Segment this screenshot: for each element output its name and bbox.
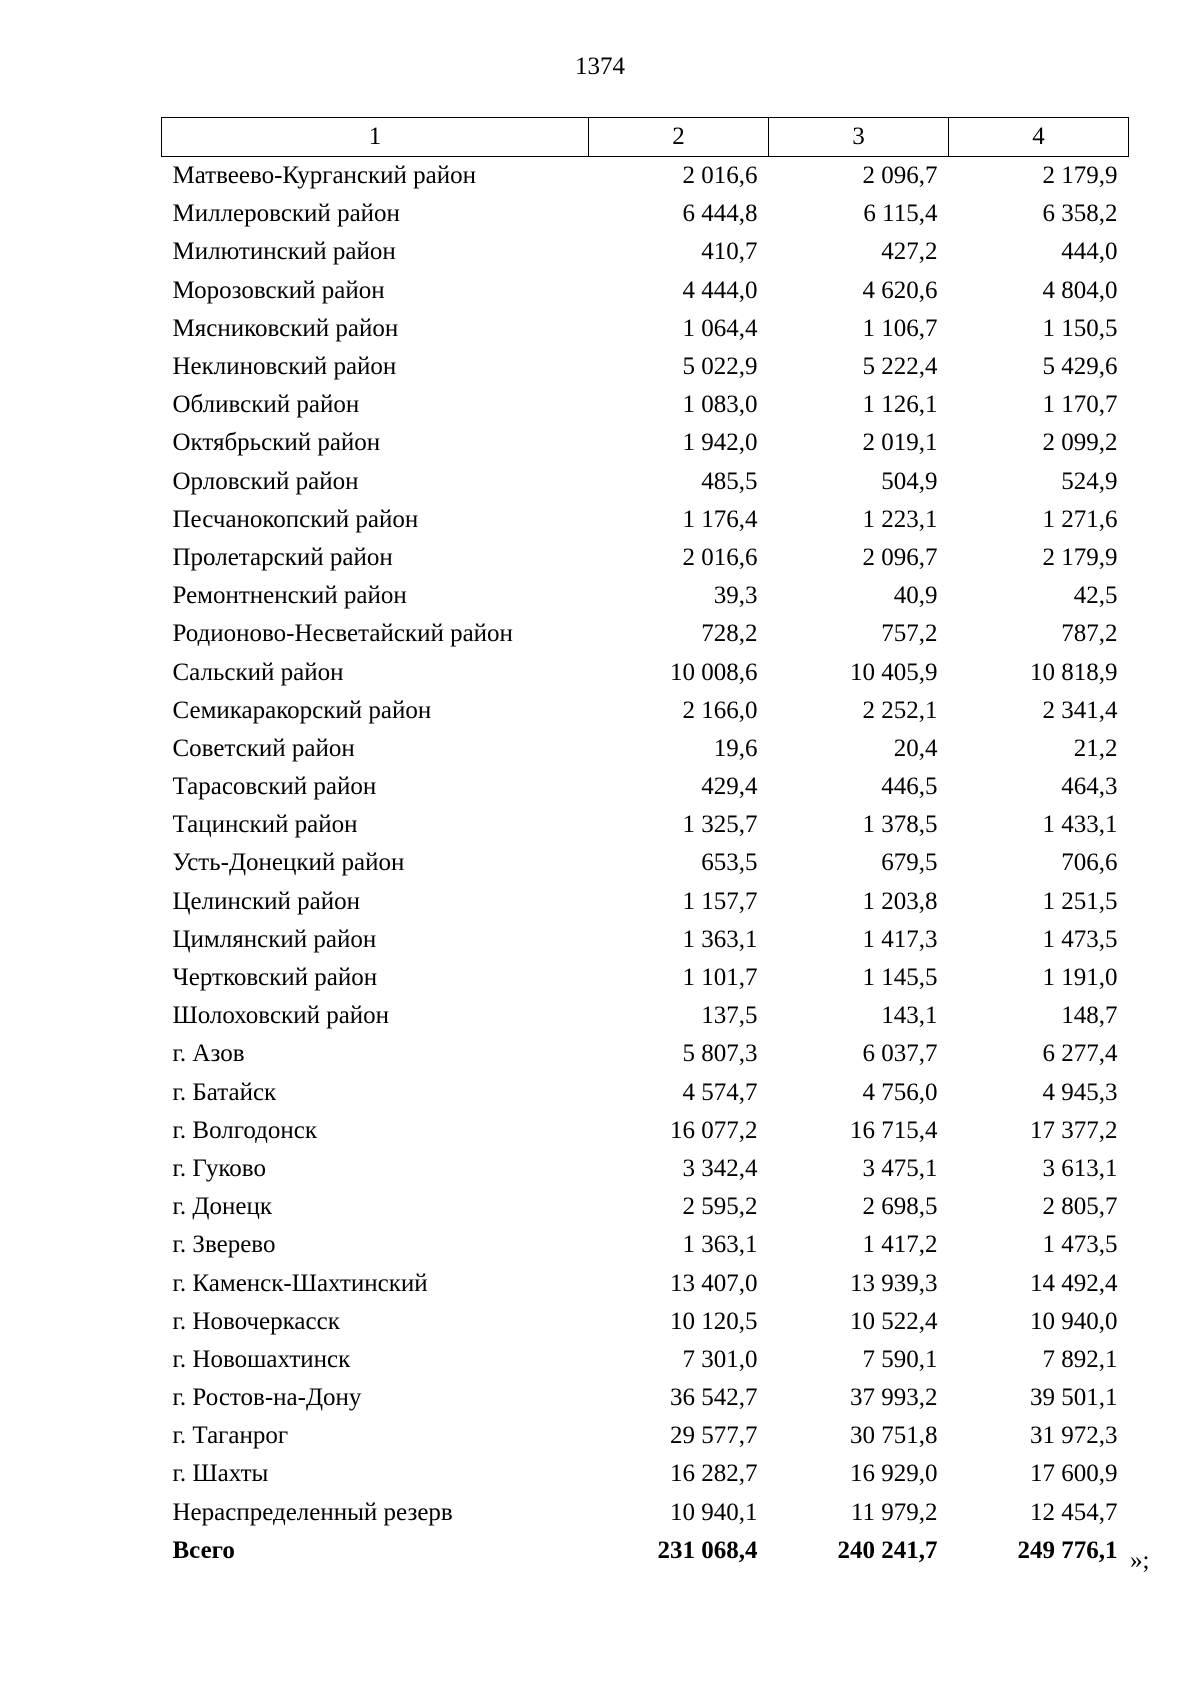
row-name-cell: Чертковский район xyxy=(172,964,378,992)
row-value-cell: 4 444,0 xyxy=(682,276,758,304)
row-value-cell: 6 115,4 xyxy=(863,200,938,228)
row-value-cell: 31 972,3 xyxy=(1030,1422,1118,1450)
row-value-cell: 4 620,6 xyxy=(862,276,938,304)
table-row xyxy=(162,539,1129,577)
row-name-cell: Мясниковский район xyxy=(172,314,399,342)
header-cell-2: 2 xyxy=(589,118,769,157)
row-value-cell: 410,7 xyxy=(701,238,758,266)
total-value-cell: 240 241,7 xyxy=(837,1536,938,1564)
table-row xyxy=(162,195,1129,233)
row-value-cell: 19,6 xyxy=(713,734,758,762)
row-value-cell: 2 016,6 xyxy=(682,162,758,190)
row-value-cell: 10 940,1 xyxy=(670,1498,758,1526)
row-value-cell: 3 613,1 xyxy=(1042,1154,1118,1182)
table-row xyxy=(162,1341,1129,1379)
row-value-cell: 1 473,5 xyxy=(1042,925,1118,953)
table-row xyxy=(162,768,1129,806)
row-value-cell: 1 126,1 xyxy=(862,391,938,419)
row-name-cell: Ремонтненский район xyxy=(172,582,407,610)
row-value-cell: 1 325,7 xyxy=(682,811,758,839)
table-row xyxy=(162,1035,1129,1073)
row-value-cell: 11 979,2 xyxy=(850,1498,938,1526)
row-name-cell: г. Азов xyxy=(172,1040,245,1068)
row-value-cell: 16 282,7 xyxy=(670,1460,758,1488)
row-value-cell: 37 993,2 xyxy=(850,1384,938,1412)
row-value-cell: 3 342,4 xyxy=(682,1154,758,1182)
row-name-cell: г. Батайск xyxy=(172,1078,277,1106)
row-value-cell: 504,9 xyxy=(881,467,938,495)
header-cell-4: 4 xyxy=(949,118,1129,157)
row-value-cell: 446,5 xyxy=(881,773,938,801)
row-value-cell: 464,3 xyxy=(1061,773,1118,801)
table-row xyxy=(162,1264,1129,1302)
row-value-cell: 21,2 xyxy=(1073,734,1118,762)
row-name-cell: Тарасовский район xyxy=(172,773,377,801)
row-name-cell: г. Зверево xyxy=(172,1231,276,1259)
row-value-cell: 2 019,1 xyxy=(862,429,938,457)
row-value-cell: 1 064,4 xyxy=(682,314,758,342)
row-value-cell: 17 377,2 xyxy=(1030,1116,1118,1144)
table-row xyxy=(162,997,1129,1035)
row-name-cell: Морозовский район xyxy=(172,276,385,304)
row-value-cell: 1 106,7 xyxy=(862,314,938,342)
table-row xyxy=(162,959,1129,997)
row-value-cell: 2 016,6 xyxy=(682,543,758,571)
row-value-cell: 12 454,7 xyxy=(1030,1498,1118,1526)
total-value-cell: 231 068,4 xyxy=(657,1536,758,1564)
row-value-cell: 757,2 xyxy=(881,620,938,648)
row-name-cell: г. Новошахтинск xyxy=(172,1345,351,1373)
row-value-cell: 4 756,0 xyxy=(862,1078,938,1106)
row-value-cell: 1 150,5 xyxy=(1042,314,1118,342)
row-value-cell: 14 492,4 xyxy=(1030,1269,1118,1297)
row-name-cell: Нераспределенный резерв xyxy=(172,1498,453,1526)
row-value-cell: 10 818,9 xyxy=(1030,658,1118,686)
row-name-cell: Октябрьский район xyxy=(172,429,381,457)
row-name-cell: Советский район xyxy=(172,734,355,762)
page-number: 1374 xyxy=(575,53,625,80)
row-value-cell: 2 179,9 xyxy=(1042,162,1118,190)
row-value-cell: 1 378,5 xyxy=(862,811,938,839)
row-value-cell: 4 574,7 xyxy=(682,1078,758,1106)
row-value-cell: 1 942,0 xyxy=(682,429,758,457)
row-name-cell: Цимлянский район xyxy=(172,925,377,953)
row-value-cell: 7 892,1 xyxy=(1042,1345,1118,1373)
row-value-cell: 20,4 xyxy=(893,734,938,762)
row-value-cell: 1 157,7 xyxy=(682,887,758,915)
row-value-cell: 5 429,6 xyxy=(1042,353,1118,381)
row-name-cell: г. Новочеркасск xyxy=(172,1307,340,1335)
header-cell-1: 1 xyxy=(162,118,589,157)
row-value-cell: 2 096,7 xyxy=(862,543,938,571)
row-value-cell: 728,2 xyxy=(701,620,758,648)
total-row xyxy=(162,1532,1129,1570)
row-value-cell: 1 083,0 xyxy=(682,391,758,419)
row-name-cell: Милютинский район xyxy=(172,238,396,266)
row-value-cell: 1 271,6 xyxy=(1042,505,1118,533)
row-name-cell: Орловский район xyxy=(172,467,359,495)
row-value-cell: 2 698,5 xyxy=(862,1193,938,1221)
row-value-cell: 10 522,4 xyxy=(850,1307,938,1335)
row-value-cell: 10 405,9 xyxy=(850,658,938,686)
row-name-cell: Сальский район xyxy=(172,658,344,686)
table-row xyxy=(162,1494,1129,1532)
table-row xyxy=(162,1303,1129,1341)
row-value-cell: 137,5 xyxy=(701,1002,758,1030)
row-name-cell: г. Гуково xyxy=(172,1154,266,1182)
row-value-cell: 13 407,0 xyxy=(670,1269,758,1297)
row-value-cell: 10 008,6 xyxy=(670,658,758,686)
row-value-cell: 5 022,9 xyxy=(682,353,758,381)
row-value-cell: 10 120,5 xyxy=(670,1307,758,1335)
table-row xyxy=(162,844,1129,882)
row-value-cell: 16 077,2 xyxy=(670,1116,758,1144)
row-value-cell: 1 363,1 xyxy=(682,1231,758,1259)
table-row xyxy=(162,1226,1129,1264)
row-name-cell: Усть-Донецкий район xyxy=(172,849,405,877)
table-row xyxy=(162,577,1129,615)
row-value-cell: 1 223,1 xyxy=(862,505,938,533)
row-name-cell: г. Таганрог xyxy=(172,1422,289,1450)
row-value-cell: 679,5 xyxy=(881,849,938,877)
row-value-cell: 1 251,5 xyxy=(1042,887,1118,915)
row-value-cell: 524,9 xyxy=(1061,467,1118,495)
row-name-cell: г. Ростов-на-Дону xyxy=(172,1384,362,1412)
row-value-cell: 6 444,8 xyxy=(682,200,758,228)
row-value-cell: 7 590,1 xyxy=(862,1345,938,1373)
row-name-cell: г. Каменск-Шахтинский xyxy=(172,1269,428,1297)
table-row xyxy=(162,310,1129,348)
row-name-cell: Матвеево-Курганский район xyxy=(172,162,477,190)
row-name-cell: Целинский район xyxy=(172,887,360,915)
row-value-cell: 39 501,1 xyxy=(1030,1384,1118,1412)
row-value-cell: 429,4 xyxy=(701,773,758,801)
row-value-cell: 1 170,7 xyxy=(1042,391,1118,419)
row-value-cell: 40,9 xyxy=(893,582,938,610)
table-row xyxy=(162,1379,1129,1417)
total-label-cell: Всего xyxy=(172,1536,235,1564)
row-name-cell: Родионово-Несветайский район xyxy=(172,620,513,648)
row-name-cell: Неклиновский район xyxy=(172,353,397,381)
row-name-cell: г. Донецк xyxy=(172,1193,272,1221)
row-value-cell: 2 096,7 xyxy=(862,162,938,190)
row-value-cell: 427,2 xyxy=(881,238,938,266)
row-value-cell: 2 099,2 xyxy=(1042,429,1118,457)
row-value-cell: 10 940,0 xyxy=(1030,1307,1118,1335)
row-value-cell: 7 301,0 xyxy=(682,1345,758,1373)
table-row xyxy=(162,692,1129,730)
row-value-cell: 1 101,7 xyxy=(682,964,758,992)
row-name-cell: Шолоховский район xyxy=(172,1002,390,1030)
row-value-cell: 2 179,9 xyxy=(1042,543,1118,571)
row-value-cell: 6 358,2 xyxy=(1042,200,1118,228)
row-value-cell: 706,6 xyxy=(1061,849,1118,877)
table-body xyxy=(162,157,1129,1570)
table-row xyxy=(162,386,1129,424)
row-name-cell: Миллеровский район xyxy=(172,200,400,228)
table-row xyxy=(162,463,1129,501)
allocation-table xyxy=(161,117,1129,1570)
row-value-cell: 2 595,2 xyxy=(682,1193,758,1221)
row-name-cell: Пролетарский район xyxy=(172,543,393,571)
table-row xyxy=(162,883,1129,921)
table-row xyxy=(162,653,1129,691)
table-row xyxy=(162,348,1129,386)
table-row xyxy=(162,1188,1129,1226)
row-value-cell: 42,5 xyxy=(1073,582,1118,610)
row-value-cell: 653,5 xyxy=(701,849,758,877)
row-value-cell: 1 433,1 xyxy=(1042,811,1118,839)
row-value-cell: 485,5 xyxy=(701,467,758,495)
table-row xyxy=(162,1150,1129,1188)
row-value-cell: 6 277,4 xyxy=(1042,1040,1118,1068)
row-value-cell: 1 176,4 xyxy=(682,505,758,533)
row-value-cell: 5 807,3 xyxy=(682,1040,758,1068)
row-value-cell: 39,3 xyxy=(713,582,758,610)
total-value-cell: 249 776,1 xyxy=(1017,1536,1118,1564)
table-row xyxy=(162,1112,1129,1150)
row-value-cell: 16 715,4 xyxy=(850,1116,938,1144)
table-row xyxy=(162,501,1129,539)
row-value-cell: 1 203,8 xyxy=(862,887,938,915)
row-name-cell: Песчанокопский район xyxy=(172,505,419,533)
row-name-cell: г. Волгодонск xyxy=(172,1116,318,1144)
row-value-cell: 36 542,7 xyxy=(670,1384,758,1412)
row-value-cell: 30 751,8 xyxy=(850,1422,938,1450)
row-value-cell: 13 939,3 xyxy=(850,1269,938,1297)
row-value-cell: 2 341,4 xyxy=(1042,696,1118,724)
row-value-cell: 1 145,5 xyxy=(862,964,938,992)
table-row xyxy=(162,806,1129,844)
table-row xyxy=(162,233,1129,271)
row-value-cell: 6 037,7 xyxy=(862,1040,938,1068)
row-value-cell: 444,0 xyxy=(1061,238,1118,266)
row-value-cell: 5 222,4 xyxy=(862,353,938,381)
row-value-cell: 143,1 xyxy=(881,1002,938,1030)
row-value-cell: 787,2 xyxy=(1061,620,1118,648)
row-value-cell: 16 929,0 xyxy=(850,1460,938,1488)
row-name-cell: г. Шахты xyxy=(172,1460,269,1488)
table-row xyxy=(162,272,1129,310)
table-row xyxy=(162,615,1129,653)
row-value-cell: 148,7 xyxy=(1061,1002,1118,1030)
row-value-cell: 1 473,5 xyxy=(1042,1231,1118,1259)
table-row xyxy=(162,1074,1129,1112)
row-value-cell: 2 805,7 xyxy=(1042,1193,1118,1221)
header-row xyxy=(162,118,1129,157)
row-name-cell: Семикаракорский район xyxy=(172,696,432,724)
row-name-cell: Тацинский район xyxy=(172,811,358,839)
row-value-cell: 1 417,3 xyxy=(862,925,938,953)
table-row xyxy=(162,157,1129,196)
table-row xyxy=(162,424,1129,462)
row-value-cell: 2 166,0 xyxy=(682,696,758,724)
header-cell-3: 3 xyxy=(769,118,949,157)
row-value-cell: 29 577,7 xyxy=(670,1422,758,1450)
row-value-cell: 1 191,0 xyxy=(1042,964,1118,992)
closing-quote-mark: »; xyxy=(1130,1547,1150,1574)
row-value-cell: 4 945,3 xyxy=(1042,1078,1118,1106)
row-value-cell: 1 417,2 xyxy=(862,1231,938,1259)
row-value-cell: 4 804,0 xyxy=(1042,276,1118,304)
row-value-cell: 3 475,1 xyxy=(862,1154,938,1182)
row-value-cell: 1 363,1 xyxy=(682,925,758,953)
row-value-cell: 2 252,1 xyxy=(862,696,938,724)
row-value-cell: 17 600,9 xyxy=(1030,1460,1118,1488)
table-row xyxy=(162,1417,1129,1455)
table-row xyxy=(162,1455,1129,1493)
table-row xyxy=(162,730,1129,768)
row-name-cell: Обливский район xyxy=(172,391,360,419)
table-row xyxy=(162,921,1129,959)
